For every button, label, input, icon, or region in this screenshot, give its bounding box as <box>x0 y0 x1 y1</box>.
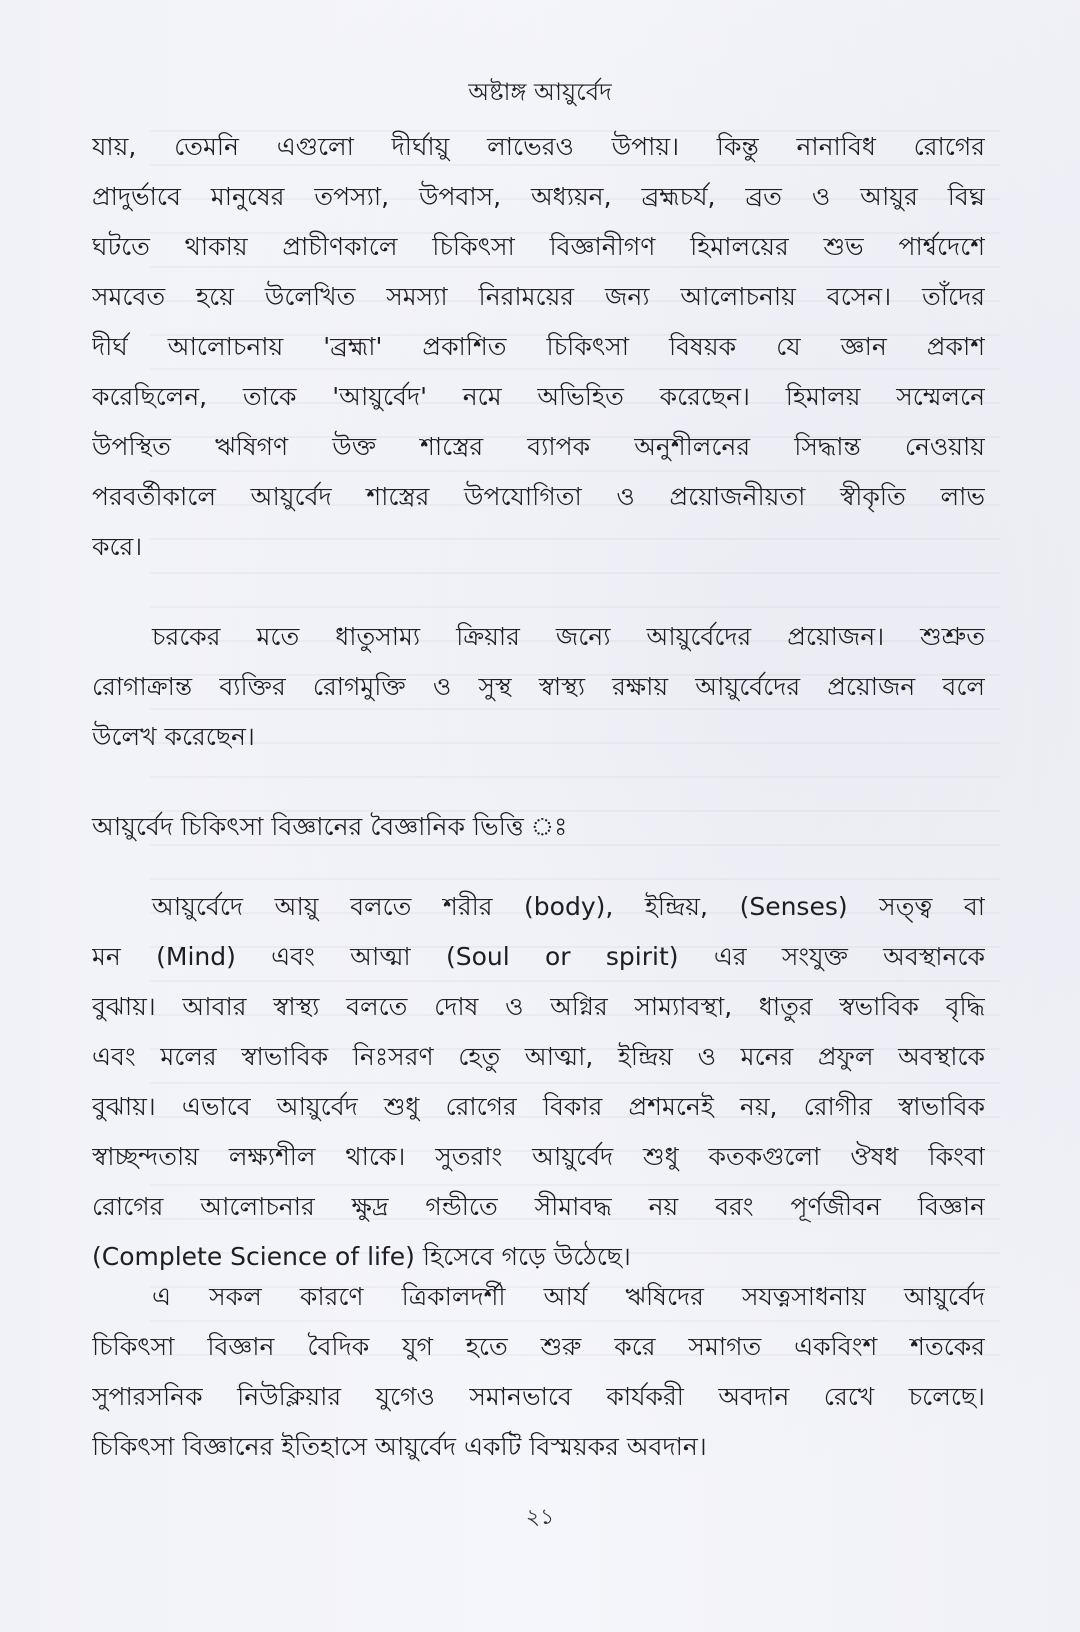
paragraph-3 <box>92 882 985 1282</box>
text-line: করেছিলেন, তাকে 'আয়ুর্বেদ' নমে অভিহিত করেছেন। হিমালয় সম্মেলনে <box>92 382 985 411</box>
text-line: দীর্ঘ আলোচনায় 'ব্রহ্মা' প্রকাশিত চিকিৎসা বিষয়ক যে জ্ঞান প্রকাশ <box>92 332 985 361</box>
text-line: স্বাচ্ছন্দতায় লক্ষ্যশীল থাকে। সুতরাং আয়ুর্বেদ শুধু কতকগুলো ঔষধ কিংবা <box>92 1142 985 1171</box>
text-line: সুপারসনিক নিউক্লিয়ার যুগেও সমানভাবে কার্যকরী অবদান রেখে চলেছে। <box>92 1382 985 1411</box>
text-line: বুঝায়। এভাবে আয়ুর্বেদ শুধু রোগের বিকার প্রশমনেই নয়, রোগীর স্বাভাবিক <box>92 1092 985 1121</box>
text-line: চিকিৎসা বিজ্ঞানের ইতিহাসে আয়ুর্বেদ একটি বিস্ময়কর অবদান। <box>92 1432 707 1461</box>
paragraph-1 <box>92 122 985 572</box>
text-line: যায়, তেমনি এগুলো দীর্ঘায়ু লাভেরও উপায়। কিন্তু নানাবিধ রোগের <box>92 132 985 161</box>
text-line: এ সকল কারণে ত্রিকালদর্শী আর্য ঋষিদের সযত্নসাধনায় আয়ুর্বেদ <box>152 1282 985 1311</box>
text-line: (Complete Science of life) হিসেবে গড়ে উঠেছে। <box>92 1242 631 1271</box>
paragraph-4 <box>92 1272 985 1472</box>
text-line: ঘটতে থাকায় প্রাচীণকালে চিকিৎসা বিজ্ঞানীগণ হিমালয়ের শুভ পার্শ্বদেশে <box>92 232 985 261</box>
running-header: অষ্টাঙ্গ আয়ুর্বেদ <box>468 78 612 106</box>
text-line: আয়ুর্বেদে আয়ু বলতে শরীর (body), ইন্দ্রিয়, (Senses) সত্ত্ব বা <box>152 892 985 921</box>
text-line: প্রাদুর্ভাবে মানুষের তপস্যা, উপবাস, অধ্যয়ন, ব্রহ্মচর্য, ব্রত ও আয়ুর বিঘ্ন <box>92 182 985 211</box>
section-heading: আয়ুর্বেদ চিকিৎসা বিজ্ঞানের বৈজ্ঞানিক ভিত্তি ঃ <box>92 812 568 841</box>
text-line: সমবেত হয়ে উলেখিত সমস্যা নিরাময়ের জন্য আলোচনায় বসেন। তাঁদের <box>92 282 985 311</box>
text-line: চরকের মতে ধাতুসাম্য ক্রিয়ার জন্যে আয়ুর্বেদের প্রয়োজন। শুশ্রুত <box>152 622 985 651</box>
text-line: করে। <box>92 532 143 561</box>
text-line: রোগাক্রান্ত ব্যক্তির রোগমুক্তি ও সুস্থ স্বাস্থ্য রক্ষায় আয়ুর্বেদের প্রয়োজন বলে <box>92 672 985 701</box>
page-number: ২১ <box>525 1505 555 1530</box>
text-line: উলেখ করেছেন। <box>92 722 255 751</box>
paragraph-2 <box>92 612 985 762</box>
text-line: পরবর্তীকালে আয়ুর্বেদ শাস্ত্রের উপযোগিতা ও প্রয়োজনীয়তা স্বীকৃতি লাভ <box>92 482 985 511</box>
text-line: উপস্থিত ঋষিগণ উক্ত শাস্ত্রের ব্যাপক অনুশীলনের সিদ্ধান্ত নেওয়ায় <box>92 432 985 461</box>
text-line: রোগের আলোচনার ক্ষুদ্র গন্ডীতে সীমাবদ্ধ নয় বরং পূর্ণজীবন বিজ্ঞান <box>92 1192 985 1221</box>
text-line: এবং মলের স্বাভাবিক নিঃসরণ হেতু আত্মা, ইন্দ্রিয় ও মনের প্রফুল অবস্থাকে <box>92 1042 985 1071</box>
text-line: মন (Mind) এবং আত্মা (Soul or spirit) এর সংযুক্ত অবস্থানকে <box>92 942 985 971</box>
section-heading-block <box>92 802 985 852</box>
text-line: চিকিৎসা বিজ্ঞান বৈদিক যুগ হতে শুরু করে সমাগত একবিংশ শতকের <box>92 1332 985 1361</box>
text-line: বুঝায়। আবার স্বাস্থ্য বলতে দোষ ও অগ্নির সাম্যাবস্থা, ধাতুর স্বভাবিক বৃদ্ধি <box>92 992 985 1021</box>
